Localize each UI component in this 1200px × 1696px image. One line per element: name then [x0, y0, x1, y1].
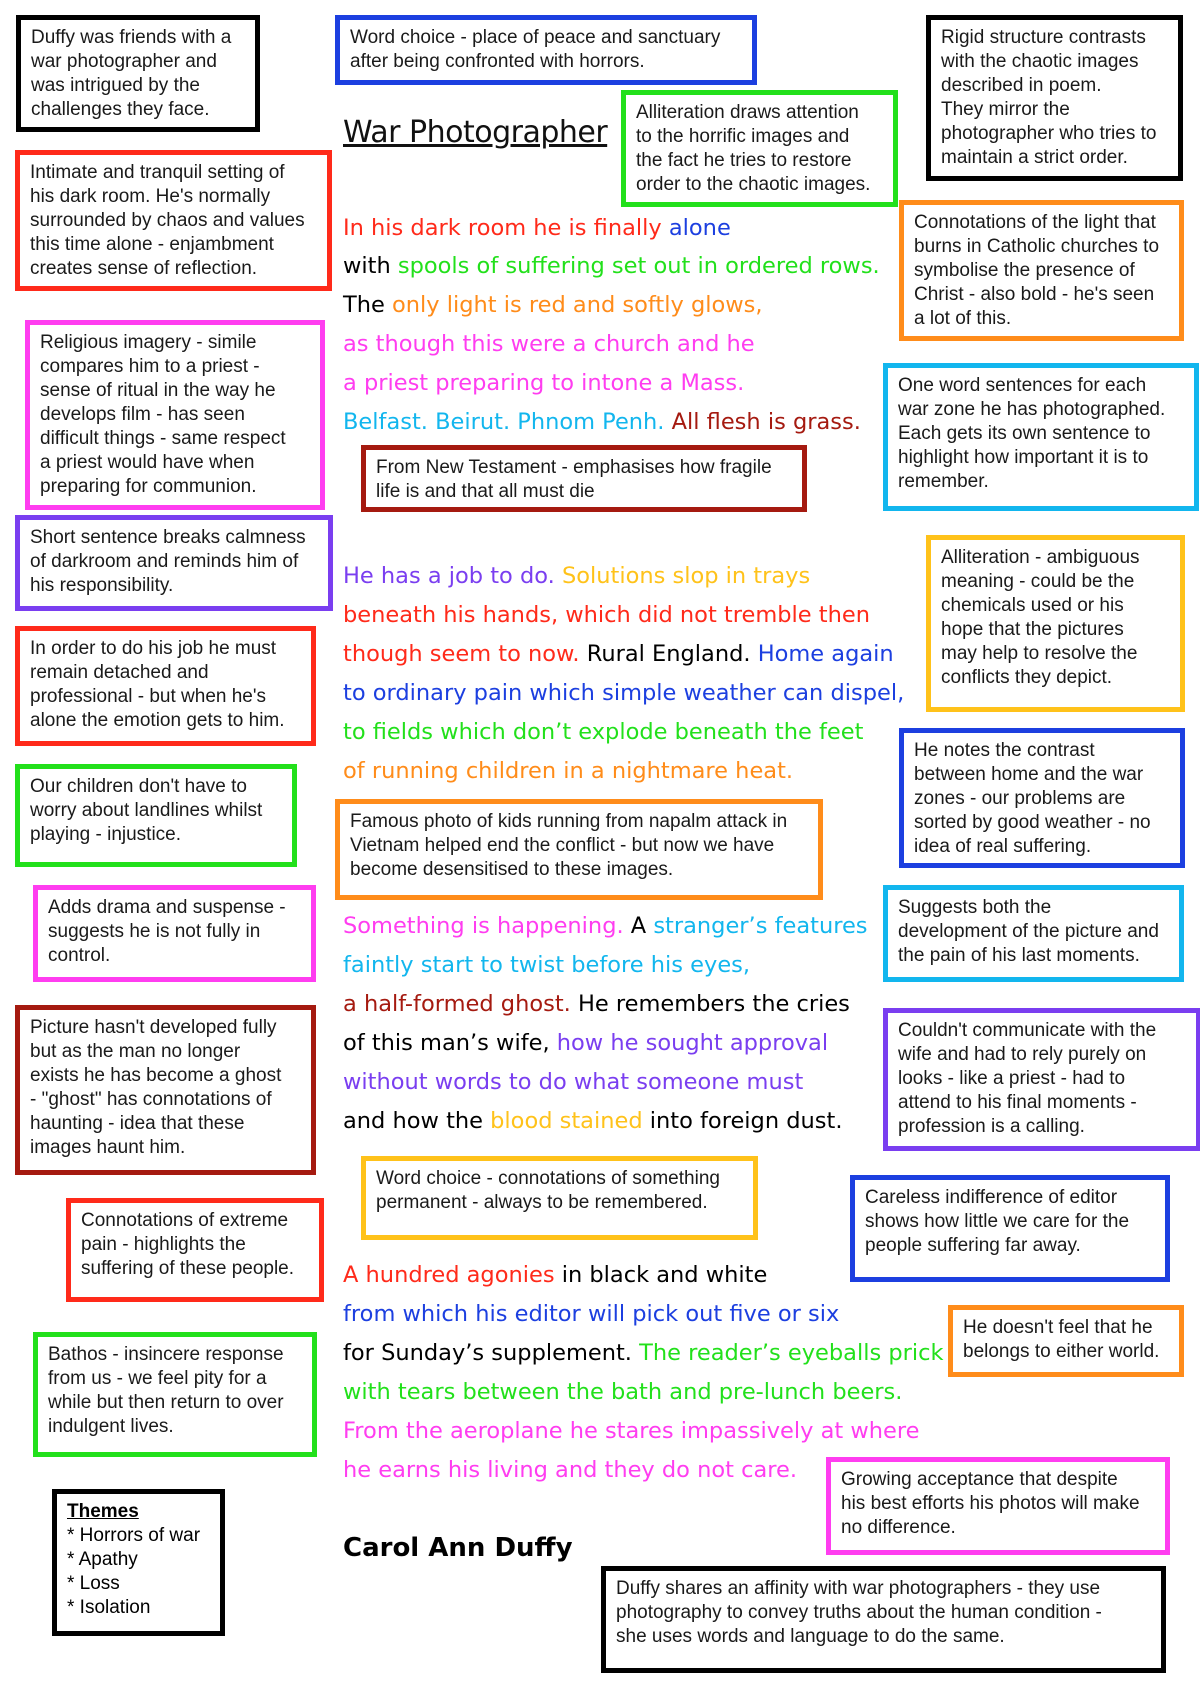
poem-segment: The — [343, 292, 392, 318]
note-text-line: from us - we feel pity for a — [48, 1368, 267, 1389]
poem-line — [343, 1376, 902, 1408]
note-text-line: his best efforts his photos will make — [841, 1493, 1140, 1514]
note-text-line: to the horrific images and — [636, 126, 850, 147]
note-text-line: was intrigued by the — [31, 75, 200, 96]
note-text-line: pain - highlights the — [81, 1234, 246, 1255]
poem-segment: faintly start to twist before his eyes, — [343, 952, 751, 978]
poem-segment: though seem to now. — [343, 641, 587, 667]
note-text-line: symbolise the presence of — [914, 260, 1135, 281]
poem-segment: The reader’s eyeballs prick — [639, 1340, 944, 1366]
poem-segment: into foreign dust. — [642, 1108, 843, 1134]
note-text-line: Growing acceptance that despite — [841, 1469, 1118, 1490]
poem-segment: with — [343, 253, 398, 279]
note-text-line: chemicals used or his — [941, 595, 1124, 616]
note-text-line: He notes the contrast — [914, 740, 1095, 761]
note-text-line: become desensitised to these images. — [350, 859, 674, 880]
annotation-note — [66, 1198, 324, 1302]
note-text-line: Famous photo of kids running from napalm attack in — [350, 811, 788, 832]
note-text-line: the fact he tries to restore — [636, 150, 852, 171]
theme-item: * Apathy — [67, 1549, 138, 1570]
note-text-line: Christ - also bold - he's seen — [914, 284, 1155, 305]
author-name: Carol Ann Duffy — [343, 1533, 573, 1563]
annotation-note — [335, 15, 757, 85]
note-text-line: Vietnam helped end the conflict - but now we have — [350, 835, 775, 856]
theme-item: * Horrors of war — [67, 1525, 201, 1546]
annotation-note — [361, 445, 807, 512]
note-text-line: hope that the pictures — [941, 619, 1124, 640]
note-text-line: surrounded by chaos and values — [30, 210, 305, 231]
poem-segment: he earns his living and they do not care. — [343, 1457, 798, 1483]
note-text-line: looks - like a priest - had to — [898, 1068, 1126, 1089]
poem-segment: Solutions slop in trays — [561, 563, 811, 589]
note-text-line: but as the man no longer — [30, 1041, 241, 1062]
poem-line — [343, 910, 868, 942]
annotation-note — [926, 15, 1183, 181]
note-text-line: Suggests both the — [898, 897, 1052, 918]
annotation-note — [883, 363, 1199, 511]
note-text-line: people suffering far away. — [865, 1235, 1081, 1256]
note-text-line: sense of ritual in the way he — [40, 380, 276, 401]
annotation-note — [33, 885, 316, 982]
poem-segment: Home again — [757, 641, 894, 667]
poem-line — [343, 1027, 828, 1059]
note-text-line: challenges they face. — [31, 99, 210, 120]
note-text-line: war photographer and — [31, 51, 217, 72]
note-text-line: war zone he has photographed. — [898, 399, 1166, 420]
note-text-line: photographer who tries to — [941, 123, 1157, 144]
note-text-line: she uses words and language to do the same. — [616, 1626, 1005, 1647]
annotation-note — [25, 320, 325, 510]
note-text-line: Careless indifference of editor — [865, 1187, 1118, 1208]
poem-segment: only light is red and softly glows, — [392, 292, 763, 318]
poem-segment: Something is happening. — [343, 913, 631, 939]
note-text-line: described in poem. — [941, 75, 1102, 96]
note-text-line: Word choice - place of peace and sanctuary — [350, 27, 721, 48]
themes-box — [52, 1489, 225, 1636]
poem-line — [343, 1337, 944, 1369]
note-text-line: control. — [48, 945, 111, 966]
poem-segment: All flesh is grass. — [671, 409, 861, 435]
note-text-line: after being confronted with horrors. — [350, 51, 645, 72]
poem-line — [343, 1454, 797, 1486]
note-text-line: photography to convey truths about the human condition - — [616, 1602, 1102, 1623]
poem-segment: as though this were a church and he — [343, 331, 755, 357]
poem-line — [343, 212, 731, 244]
note-text-line: development of the picture and — [898, 921, 1159, 942]
note-text-line: creates sense of reflection. — [30, 258, 258, 279]
note-text-line: suggests he is not fully in — [48, 921, 261, 942]
annotation-note — [899, 728, 1185, 868]
note-text-line: develops film - has seen — [40, 404, 245, 425]
note-text-line: exists he has become a ghost — [30, 1065, 282, 1086]
theme-item: * Loss — [67, 1573, 120, 1594]
poem-segment: without words to do what someone must — [343, 1069, 804, 1095]
note-text-line: remember. — [898, 471, 989, 492]
note-text-line: his dark room. He's normally — [30, 186, 271, 207]
annotation-note — [15, 150, 332, 291]
note-text-line: difficult things - same respect — [40, 428, 286, 449]
annotation-note — [899, 200, 1184, 341]
note-text-line: zones - our problems are — [914, 788, 1126, 809]
note-text-line: permanent - always to be remembered. — [376, 1192, 708, 1213]
poem-segment: for Sunday’s supplement. — [343, 1340, 640, 1366]
note-text-line: shows how little we care for the — [865, 1211, 1130, 1232]
annotation-note — [883, 1008, 1200, 1151]
annotation-note — [33, 1332, 317, 1457]
note-text-line: They mirror the — [941, 99, 1070, 120]
note-text-line: playing - injustice. — [30, 824, 182, 845]
poem-segment: A — [630, 913, 654, 939]
note-text-line: Each gets its own sentence to — [898, 423, 1151, 444]
annotation-note — [15, 515, 333, 611]
note-text-line: Rigid structure contrasts — [941, 27, 1146, 48]
note-text-line: alone the emotion gets to him. — [30, 710, 285, 731]
note-text-line: preparing for communion. — [40, 476, 257, 497]
poem-segment: alone — [668, 215, 731, 241]
annotation-note — [850, 1175, 1170, 1282]
poem-line — [343, 716, 863, 748]
note-text-line: remain detached and — [30, 662, 209, 683]
poem-line — [343, 1259, 767, 1291]
note-text-line: One word sentences for each — [898, 375, 1147, 396]
note-text-line: no difference. — [841, 1517, 956, 1538]
poem-segment: In his dark room he is finally — [343, 215, 669, 241]
annotation-note — [361, 1156, 758, 1240]
note-text-line: Alliteration draws attention — [636, 102, 859, 123]
poem-segment: Belfast. Beirut. Phnom Penh. — [343, 409, 672, 435]
poem-segment: from which his editor will pick out five or six — [343, 1301, 840, 1327]
note-text-line: compares him to a priest - — [40, 356, 260, 377]
note-text-line: professional - but when he's — [30, 686, 266, 707]
poem-line — [343, 988, 850, 1020]
poem-segment: with tears between the bath and pre-lunch beers. — [343, 1379, 903, 1405]
note-text-line: idea of real suffering. — [914, 836, 1092, 857]
note-text-line: Connotations of the light that — [914, 212, 1156, 233]
note-text-line: may help to resolve the — [941, 643, 1138, 664]
note-text-line: meaning - could be the — [941, 571, 1135, 592]
annotation-note — [15, 626, 316, 746]
poem-segment: He remembers the cries — [577, 991, 850, 1017]
poem-segment: beneath his hands, which did not tremble then — [343, 602, 870, 628]
poem-segment: a priest preparing to intone a Mass. — [343, 370, 745, 396]
note-text-line: the pain of his last moments. — [898, 945, 1140, 966]
poem-line — [343, 367, 744, 399]
poem-title: War Photographer — [343, 115, 608, 150]
note-text-line: images haunt him. — [30, 1137, 186, 1158]
note-text-line: Duffy was friends with a — [31, 27, 232, 48]
note-text-line: Connotations of extreme — [81, 1210, 289, 1231]
note-text-line: From New Testament - emphasises how fragile — [376, 457, 772, 478]
poem-segment: a half-formed ghost. — [343, 991, 578, 1017]
poem-segment: blood stained — [490, 1108, 643, 1134]
note-text-line: worry about landlines whilst — [30, 800, 263, 821]
note-text-line: Short sentence breaks calmness — [30, 527, 306, 548]
note-text-line: a priest would have when — [40, 452, 255, 473]
note-text-line: burns in Catholic churches to — [914, 236, 1160, 257]
note-text-line: Our children don't have to — [30, 776, 247, 797]
poem-segment: From the aeroplane he stares impassively at where — [343, 1418, 920, 1444]
note-text-line: wife and had to rely purely on — [898, 1044, 1147, 1065]
note-text-line: Religious imagery - simile — [40, 332, 257, 353]
note-text-line: attend to his final moments - — [898, 1092, 1137, 1113]
note-text-line: Word choice - connotations of something — [376, 1168, 720, 1189]
annotation-note — [826, 1457, 1170, 1555]
annotation-note — [15, 764, 297, 867]
poem-segment: Rural England. — [586, 641, 758, 667]
note-text-line: with the chaotic images — [941, 51, 1139, 72]
note-text-line: this time alone - enjambment — [30, 234, 274, 255]
poem-segment: of running children in a nightmare heat. — [343, 758, 794, 784]
note-text-line: belongs to either world. — [963, 1341, 1160, 1362]
note-text-line: his responsibility. — [30, 575, 174, 596]
poem-segment: stranger’s features — [653, 913, 868, 939]
poem-line — [343, 755, 793, 787]
poem-line — [343, 1066, 803, 1098]
poem-line — [343, 328, 755, 360]
poem-line — [343, 289, 763, 321]
note-text-line: Intimate and tranquil setting of — [30, 162, 285, 183]
poem-segment: in black and white — [554, 1262, 768, 1288]
poem-line — [343, 1105, 842, 1137]
note-text-line: between home and the war — [914, 764, 1144, 785]
note-text-line: Alliteration - ambiguous — [941, 547, 1140, 568]
annotation-note — [15, 1005, 316, 1175]
note-text-line: He doesn't feel that he — [963, 1317, 1153, 1338]
poem-line — [343, 599, 870, 631]
note-text-line: Picture hasn't developed fully — [30, 1017, 277, 1038]
poem-line — [343, 560, 810, 592]
note-text-line: profession is a calling. — [898, 1116, 1085, 1137]
note-text-line: In order to do his job he must — [30, 638, 277, 659]
annotation-note — [16, 15, 260, 132]
theme-item: * Isolation — [67, 1597, 151, 1618]
poem-segment: and how the — [343, 1108, 491, 1134]
note-text-line: Duffy shares an affinity with war photographers - they use — [616, 1578, 1101, 1599]
note-text-line: Bathos - insincere response — [48, 1344, 284, 1365]
note-text-line: sorted by good weather - no — [914, 812, 1151, 833]
note-text-line: haunting - idea that these — [30, 1113, 245, 1134]
note-text-line: suffering of these people. — [81, 1258, 295, 1279]
poem-line — [343, 406, 861, 438]
note-text-line: a lot of this. — [914, 308, 1012, 329]
annotation-note — [601, 1566, 1166, 1673]
poem-segment: He has a job to do. — [343, 563, 562, 589]
note-text-line: maintain a strict order. — [941, 147, 1128, 168]
note-text-line: of darkroom and reminds him of — [30, 551, 299, 572]
note-text-line: Couldn't communicate with the — [898, 1020, 1157, 1041]
poem-line — [343, 638, 894, 670]
poem-segment: to ordinary pain which simple weather can dispel, — [343, 680, 905, 706]
poem-segment: how he sought approval — [556, 1030, 829, 1056]
themes-title: Themes — [67, 1501, 139, 1522]
note-text-line: indulgent lives. — [48, 1416, 174, 1437]
note-text-line: - "ghost" has connotations of — [30, 1089, 272, 1110]
poem-line — [343, 1415, 919, 1447]
note-text-line: highlight how important it is to — [898, 447, 1149, 468]
annotation-note — [926, 535, 1185, 712]
annotation-note — [883, 885, 1184, 982]
note-text-line: conflicts they depict. — [941, 667, 1113, 688]
poem-line — [343, 949, 750, 981]
poem-segment: of this man’s wife, — [343, 1030, 557, 1056]
poem-line — [343, 677, 904, 709]
note-text-line: life is and that all must die — [376, 481, 595, 502]
poem-line — [343, 1298, 839, 1330]
poem-segment: spools of suffering set out in ordered rows. — [397, 253, 880, 279]
note-text-line: while but then return to over — [48, 1392, 284, 1413]
poem-segment: to fields which don’t explode beneath the feet — [343, 719, 864, 745]
annotation-note — [621, 90, 898, 207]
poem-segment: A hundred agonies — [343, 1262, 555, 1288]
annotation-note — [948, 1305, 1184, 1377]
annotation-note — [335, 799, 823, 900]
poem-line — [343, 250, 880, 282]
note-text-line: order to the chaotic images. — [636, 174, 871, 195]
note-text-line: Adds drama and suspense - — [48, 897, 286, 918]
